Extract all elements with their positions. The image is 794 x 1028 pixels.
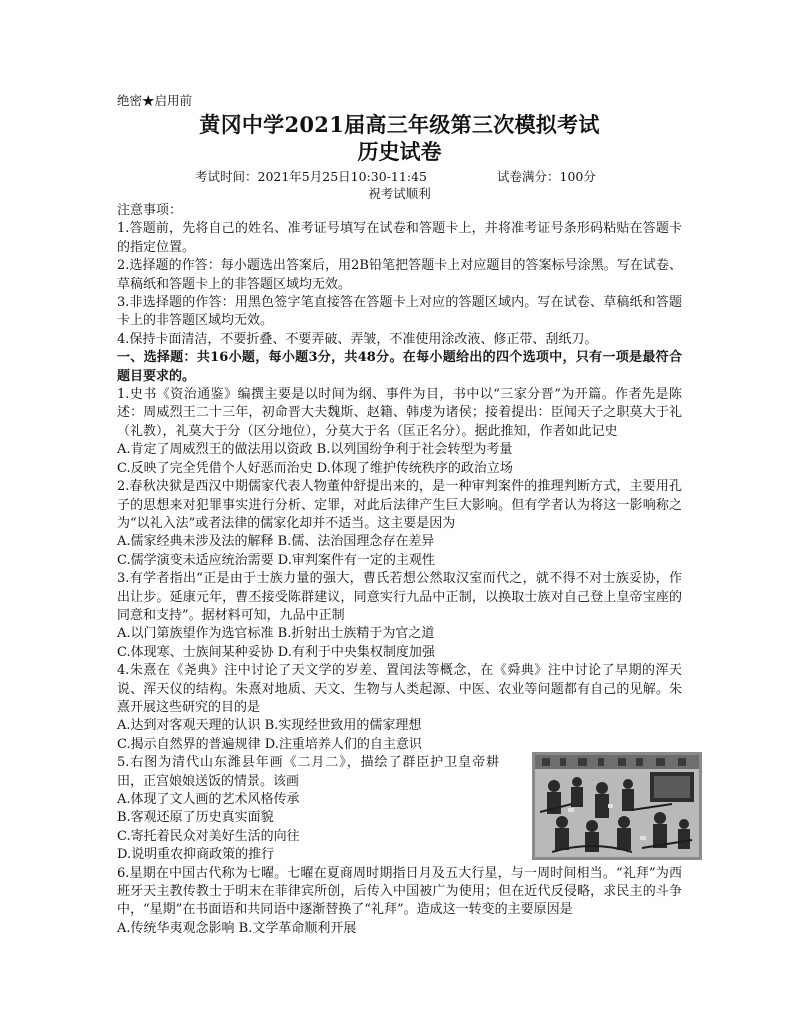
question-option: C.揭示自然界的普遍规律 D.注重培养人们的自主意识 (117, 736, 422, 752)
exam-subtitle: 历史试卷 (357, 139, 442, 164)
question-option: A.传统华夷观念影响 B.文学革命顺利开展 (117, 920, 357, 936)
notice-item: 1.答题前，先将自己的姓名、准考证号填写在试卷和答题卡上，并将准考证号条形码粘贴在答题卡的指定位置。 (117, 221, 682, 255)
question-option: C.儒学演变未适应统治需要 D.审判案件有一定的主观性 (117, 552, 435, 568)
question-stem: 2.春秋决狱是西汉中期儒家代表人物董仲舒提出来的，是一种审判案件的推理判断方式，主要用孔子的思想来对犯罪事实进行分析、定罪，对此后法律产生巨大影响。但有学者认为将这一影响称之为“以礼入法”或者法律的儒家化却并不适当。这主要是因为 (117, 479, 682, 531)
question-option: A.达到对客观天理的认识 B.实现经世致用的儒家理想 (117, 718, 422, 734)
question-option: C.体现寒、士族间某种妥协 D.有利于中央集权制度加强 (117, 644, 435, 660)
question-option: A.肯定了周威烈王的做法用以资政 B.以列国纷争利于社会转型为考量 (117, 442, 513, 458)
question-stem: 1.史书《资治通鉴》编撰主要是以时间为纲、事件为目，书中以“三家分晋”为开篇。作者先是陈述：周威烈王二十三年，初命晋大夫魏斯、赵籍、韩虔为诸侯；接着提出：臣闻天子之职莫大于礼（礼教），礼莫大于分（区分地位），分莫大于名（匡正名分）。据此推知，作者如此记史 (117, 387, 682, 439)
question-option: C.反映了完全凭借个人好恶而治史 D.体现了维护传统秩序的政治立场 (117, 460, 513, 476)
new-year-painting-illustration (532, 752, 702, 860)
exam-meta (117, 168, 682, 185)
full-score: 试卷满分：100分 (497, 169, 596, 184)
question-stem: 3.有学者指出“正是由于士族力量的强大，曹氏若想公然取汉室而代之，就不得不对士族妥协，作出让步。延康元年，曹丕接受陈群建议，同意实行九品中正制，以换取士族对自己登上皇帝宝座的同意和支持”。据材料可知，九品中正制 (117, 571, 682, 623)
question-option: A.以门第族望作为选官标准 B.折射出士族精于为官之道 (117, 626, 435, 642)
question-option: B.客观还原了历史真实面貌 (117, 810, 274, 826)
good-luck: 祝考试顺利 (368, 186, 431, 201)
question-stem: 4.朱熹在《尧典》注中讨论了天文学的岁差、置闰法等概念，在《舜典》注中讨论了早期的浑天说、浑天仪的结构。朱熹对地质、天文、生物与人类起源、中医、农业等问题都有自己的见解。朱熹开展这些研究的目的是 (117, 663, 682, 715)
question-option: A.体现了文人画的艺术风格传承 (117, 792, 300, 807)
exam-page (117, 92, 682, 938)
exam-title: 黄冈中学2021届高三年级第三次模拟考试 (199, 112, 600, 137)
question-stem: 5.右图为清代山东潍县年画《二月二》，描绘了群臣护卫皇帝耕田，正宫娘娘送饭的情景。该画 (117, 755, 499, 789)
section-heading: 一、选择题：共16小题，每小题3分，共48分。在每小题给出的四个选项中，只有一项是最符合题目要求的。 (117, 350, 682, 384)
notice-item: 2.选择题的作答：每小题选出答案后，用2B铅笔把答题卡上对应题目的答案标号涂黑。写在试卷、草稿纸和答题卡上的非答题区域均无效。 (117, 258, 682, 292)
notice-item: 3.非选择题的作答：用黑色签字笔直接答在答题卡上对应的答题区域内。写在试卷、草稿纸和答题卡上的非答题区域均无效。 (117, 295, 682, 329)
notice-heading: 注意事项： (117, 203, 183, 218)
exam-time: 考试时间：2021年5月25日10:30-11:45 (195, 169, 427, 184)
question-option: C.寄托着民众对美好生活的向往 (117, 828, 300, 844)
secret-label: 绝密★启用前 (117, 93, 193, 108)
question-option: D.说明重农抑商政策的推行 (117, 847, 275, 863)
question-option: A.儒家经典未涉及法的解释 B.儒、法治国理念存在差异 (117, 534, 435, 550)
question-5-block (117, 754, 682, 864)
notice-item: 4.保持卡面清洁，不要折叠、不要弄破、弄皱，不准使用涂改液、修正带、刮纸刀。 (117, 331, 598, 347)
question-stem: 6.星期在中国古代称为七曜。七曜在夏商周时期指日月及五大行星，与一周时间相当。“礼拜”为西班牙天主教传教士于明末在菲律宾所创，后传入中国被广为使用；但在近代反侵略，求民主的斗争中，“星期”在书面语和共同语中逐渐替换了“礼拜”。造成这一转变的主要原因是 (117, 865, 682, 918)
